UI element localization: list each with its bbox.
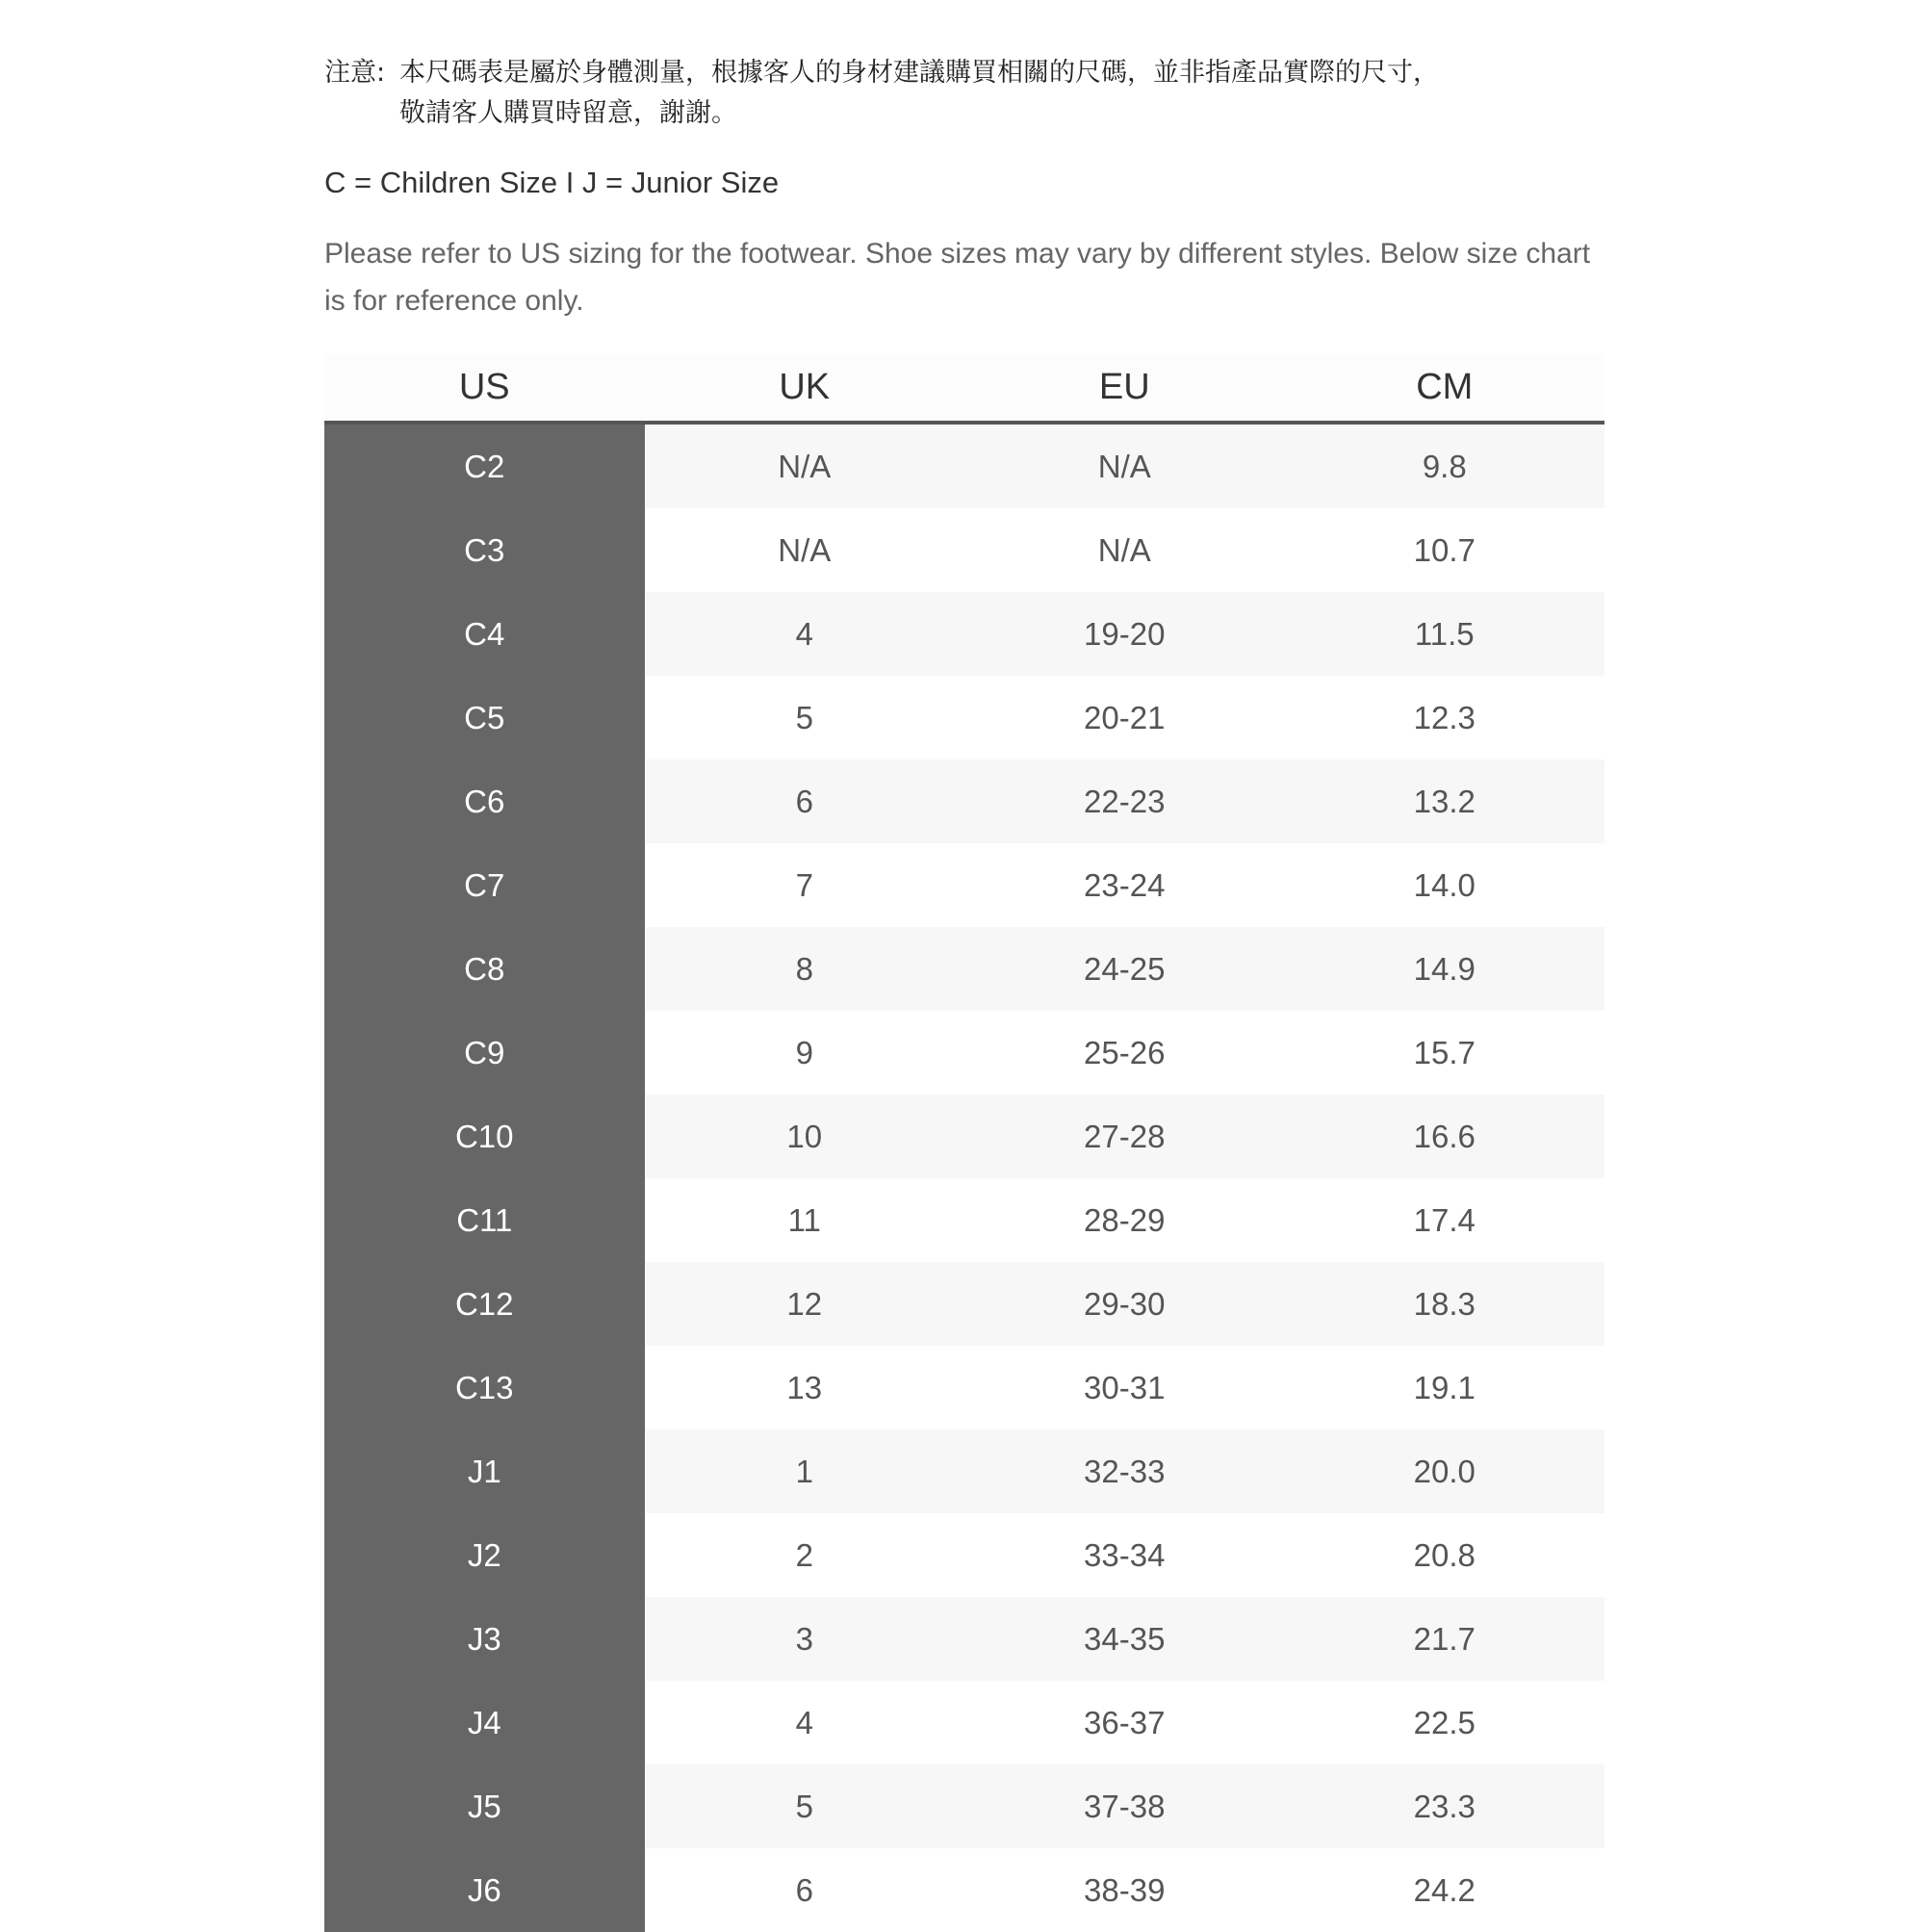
table-row <box>324 1513 1604 1597</box>
header-uk: UK <box>779 367 831 407</box>
sizing-disclaimer: Please refer to US sizing for the footwear. Shoe sizes may vary by different styles. Below size chart is for reference only. <box>324 238 1591 317</box>
cell-eu: 33-34 <box>964 1513 1285 1597</box>
cell-cm: 23.3 <box>1285 1765 1605 1848</box>
cell-eu: 24-25 <box>964 927 1285 1011</box>
table-header-row <box>324 353 1604 425</box>
header-eu: EU <box>1098 367 1150 407</box>
cell-cm: 20.8 <box>1285 1513 1605 1597</box>
cell-us: J6 <box>324 1848 645 1932</box>
cell-eu: 34-35 <box>964 1597 1285 1681</box>
cell-uk: 11 <box>645 1178 965 1262</box>
cell-us: J3 <box>324 1597 645 1681</box>
cell-us: C5 <box>324 676 645 760</box>
notice-block <box>324 53 1604 134</box>
cell-cm: 11.5 <box>1285 592 1605 676</box>
table-row <box>324 1765 1604 1848</box>
cell-uk: 2 <box>645 1513 965 1597</box>
cell-cm: 20.0 <box>1285 1430 1605 1513</box>
table-row <box>324 1346 1604 1430</box>
table-row <box>324 1848 1604 1932</box>
cell-us: J5 <box>324 1765 645 1848</box>
table-row <box>324 843 1604 927</box>
notice-text-1: 本尺碼表是屬於身體測量，根據客人的身材建議購買相關的尺碼，並非指產品實際的尺寸， <box>399 58 1439 88</box>
cell-us: C7 <box>324 843 645 927</box>
cell-cm: 9.8 <box>1285 425 1605 508</box>
table-row <box>324 592 1604 676</box>
cell-eu: 25-26 <box>964 1011 1285 1095</box>
cell-eu: 38-39 <box>964 1848 1285 1932</box>
cell-uk: 5 <box>645 676 965 760</box>
cell-eu: 36-37 <box>964 1681 1285 1765</box>
cell-cm: 18.3 <box>1285 1262 1605 1346</box>
cell-us: C6 <box>324 760 645 843</box>
cell-uk: 4 <box>645 592 965 676</box>
table-row <box>324 1178 1604 1262</box>
cell-uk: 4 <box>645 1681 965 1765</box>
cell-eu: 32-33 <box>964 1430 1285 1513</box>
cell-us: C3 <box>324 508 645 592</box>
cell-uk: 3 <box>645 1597 965 1681</box>
cell-cm: 17.4 <box>1285 1178 1605 1262</box>
cell-eu: 28-29 <box>964 1178 1285 1262</box>
cell-eu: N/A <box>964 425 1285 508</box>
cell-uk: 6 <box>645 760 965 843</box>
table-row <box>324 1262 1604 1346</box>
cell-us: C10 <box>324 1095 645 1178</box>
cell-uk: N/A <box>645 508 965 592</box>
cell-us: C2 <box>324 425 645 508</box>
cell-uk: 8 <box>645 927 965 1011</box>
table-row <box>324 760 1604 843</box>
cell-us: C8 <box>324 927 645 1011</box>
cell-cm: 22.5 <box>1285 1681 1605 1765</box>
size-legend: C = Children Size I J = Junior Size <box>324 166 780 199</box>
cell-eu: 37-38 <box>964 1765 1285 1848</box>
cell-cm: 15.7 <box>1285 1011 1605 1095</box>
size-table <box>324 353 1604 1932</box>
cell-cm: 13.2 <box>1285 760 1605 843</box>
table-row <box>324 1095 1604 1178</box>
table-row <box>324 927 1604 1011</box>
cell-us: J4 <box>324 1681 645 1765</box>
cell-us: J2 <box>324 1513 645 1597</box>
cell-uk: 7 <box>645 843 965 927</box>
cell-us: C13 <box>324 1346 645 1430</box>
cell-uk: 13 <box>645 1346 965 1430</box>
cell-us: C11 <box>324 1178 645 1262</box>
table-row <box>324 425 1604 508</box>
notice-prefix: 注意: <box>324 58 386 88</box>
cell-eu: 19-20 <box>964 592 1285 676</box>
cell-us: C12 <box>324 1262 645 1346</box>
table-row <box>324 1430 1604 1513</box>
cell-cm: 24.2 <box>1285 1848 1605 1932</box>
table-row <box>324 676 1604 760</box>
cell-uk: 12 <box>645 1262 965 1346</box>
header-us: US <box>458 367 510 407</box>
table-row <box>324 1597 1604 1681</box>
cell-us: J1 <box>324 1430 645 1513</box>
cell-cm: 10.7 <box>1285 508 1605 592</box>
size-chart-page <box>324 53 1604 1932</box>
table-row <box>324 1011 1604 1095</box>
cell-eu: 20-21 <box>964 676 1285 760</box>
cell-cm: 14.0 <box>1285 843 1605 927</box>
cell-uk: 1 <box>645 1430 965 1513</box>
cell-us: C9 <box>324 1011 645 1095</box>
cell-cm: 12.3 <box>1285 676 1605 760</box>
cell-eu: 29-30 <box>964 1262 1285 1346</box>
cell-eu: N/A <box>964 508 1285 592</box>
cell-cm: 16.6 <box>1285 1095 1605 1178</box>
cell-uk: N/A <box>645 425 965 508</box>
cell-eu: 27-28 <box>964 1095 1285 1178</box>
cell-uk: 9 <box>645 1011 965 1095</box>
table-row <box>324 508 1604 592</box>
header-cm: CM <box>1416 367 1474 407</box>
table-row <box>324 1681 1604 1765</box>
notice-line-1 <box>324 53 1604 93</box>
cell-cm: 21.7 <box>1285 1597 1605 1681</box>
cell-uk: 5 <box>645 1765 965 1848</box>
cell-eu: 23-24 <box>964 843 1285 927</box>
cell-cm: 14.9 <box>1285 927 1605 1011</box>
cell-uk: 10 <box>645 1095 965 1178</box>
cell-eu: 22-23 <box>964 760 1285 843</box>
cell-eu: 30-31 <box>964 1346 1285 1430</box>
cell-uk: 6 <box>645 1848 965 1932</box>
notice-line-2: 敬請客人購買時留意，謝謝。 <box>399 98 737 128</box>
cell-cm: 19.1 <box>1285 1346 1605 1430</box>
cell-us: C4 <box>324 592 645 676</box>
table-body <box>324 425 1604 1932</box>
